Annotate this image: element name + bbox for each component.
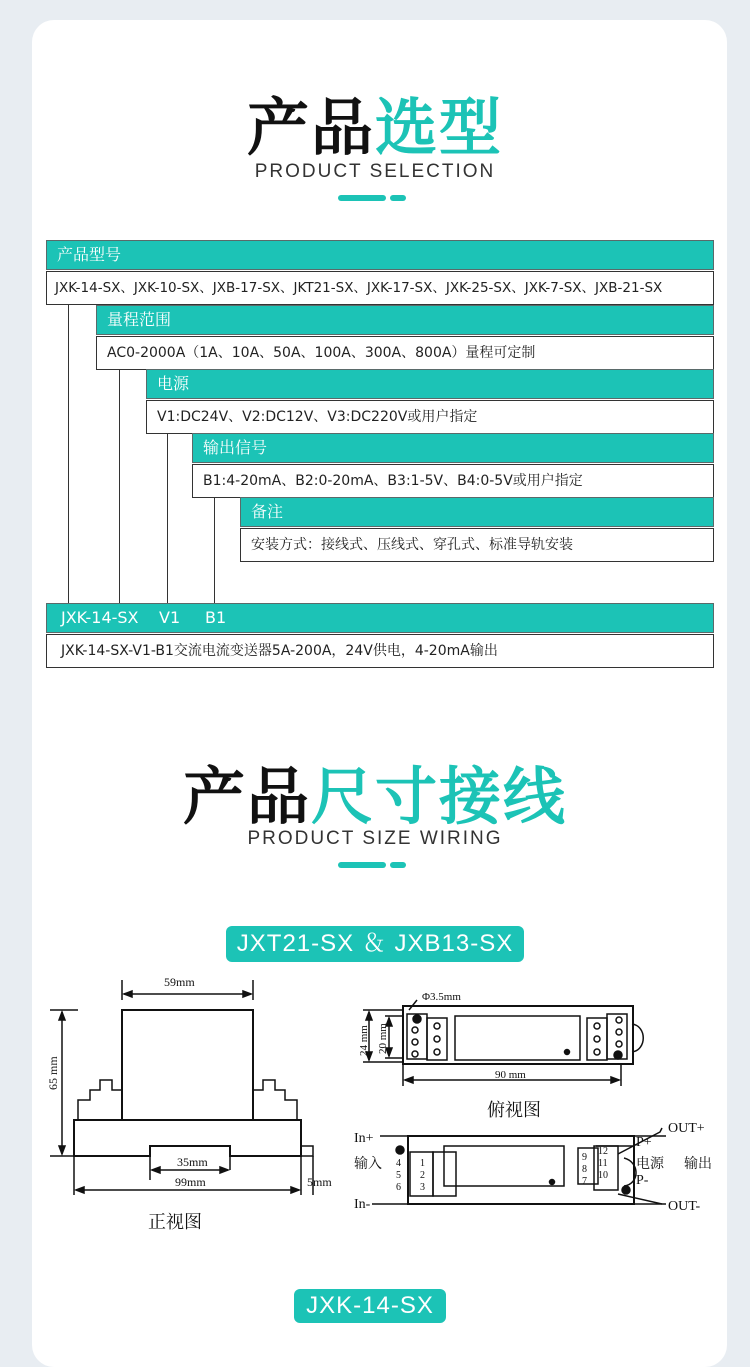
dim-90-label: 90 mm (495, 1069, 526, 1081)
decor-bar (338, 195, 386, 201)
decor-bar (338, 862, 386, 868)
terminal-label: 3 (420, 1182, 425, 1193)
note-values: 安装方式：接线式、压线式、穿孔式、标准导轨安装 (240, 528, 714, 562)
output-header: 输出信号 (192, 433, 714, 463)
out-label: 输出 (684, 1157, 712, 1172)
model-values: JXK-14-SX、JXK-10-SX、JXB-17-SX、JKT21-SX、JXK-17-SX、JXK-25-SX、JXK-7-SX、JXB-21-SX (46, 271, 714, 305)
dim-rail-label: 35mm (177, 1155, 208, 1169)
output-values: B1:4-20mA、B2:0-20mA、B3:1-5V、B4:0-5V或用户指定 (192, 464, 714, 498)
front-view-drawing (40, 970, 350, 1195)
dim-height-label: 65 mm (46, 1056, 60, 1090)
dim-hole-label: Φ3.5mm (422, 991, 461, 1003)
front-view-caption: 正视图 (148, 1212, 202, 1233)
in-plus-label: In+ (354, 1131, 374, 1146)
connector-line (167, 434, 168, 603)
power-header: 电源 (146, 369, 714, 399)
decor-dot (390, 195, 406, 201)
title-part-accent: 选型 (375, 91, 504, 164)
dim-20-label: 20 mm (377, 1023, 389, 1054)
terminal-label: 6 (396, 1182, 401, 1193)
out-minus-label: OUT- (668, 1199, 701, 1214)
connector-line (119, 370, 120, 603)
dim-tab-label: 5mm (307, 1175, 332, 1189)
model-pill: JXK-14-SX (294, 1289, 446, 1323)
example-output: B1 (205, 608, 227, 627)
example-header (46, 603, 714, 633)
example-model: JXK-14-SX (61, 608, 139, 627)
terminal-label: 12 (598, 1146, 608, 1157)
title-part-black: 产品 (246, 91, 375, 164)
terminal-label: 10 (598, 1170, 608, 1181)
title-part-black: 产品 (182, 760, 311, 833)
wiring-diagram (350, 1120, 730, 1220)
dim-width-label: 59mm (164, 975, 195, 989)
range-header: 量程范围 (96, 305, 714, 335)
out-plus-label: OUT+ (668, 1121, 705, 1136)
top-view-caption: 俯视图 (487, 1100, 541, 1121)
in-minus-label: In- (354, 1197, 371, 1212)
terminal-label: 8 (582, 1164, 587, 1175)
top-view-drawing (355, 988, 665, 1088)
dim-base-label: 99mm (175, 1175, 206, 1189)
note-header: 备注 (240, 497, 714, 527)
example-power: V1 (159, 608, 181, 627)
terminal-label: 5 (396, 1170, 401, 1181)
terminal-label: 11 (598, 1158, 608, 1169)
terminal-label: 7 (582, 1176, 587, 1187)
terminal-label: 2 (420, 1170, 425, 1181)
wiring-title (0, 747, 750, 836)
selection-subtitle: PRODUCT SELECTION (254, 161, 496, 182)
terminal-label: 1 (420, 1158, 425, 1169)
connector-line (68, 305, 69, 603)
models-pill: JXT21-SX ＆ JXB13-SX (226, 926, 524, 962)
power-values: V1:DC24V、V2:DC12V、V3:DC220V或用户指定 (146, 400, 714, 434)
power-label: 电源 (636, 1157, 664, 1172)
selection-title (0, 78, 750, 167)
dim-24-label: 24 mm (358, 1025, 370, 1056)
range-values: AC0-2000A（1A、10A、50A、100A、300A、800A）量程可定制 (96, 336, 714, 370)
terminal-label: 9 (582, 1152, 587, 1163)
p-minus-label: P- (636, 1173, 649, 1188)
title-part-accent: 尺寸接线 (311, 760, 568, 833)
example-description: JXK-14-SX-V1-B1交流电流变送器5A-200A，24V供电，4-20mA输出 (46, 634, 714, 668)
wiring-subtitle: PRODUCT SIZE WIRING (247, 828, 503, 849)
decor-dot (390, 862, 406, 868)
in-label: 输入 (354, 1157, 382, 1172)
model-header: 产品型号 (46, 240, 714, 270)
p-plus-label: P+ (636, 1135, 652, 1150)
connector-line (214, 498, 215, 603)
terminal-label: 4 (396, 1158, 401, 1169)
